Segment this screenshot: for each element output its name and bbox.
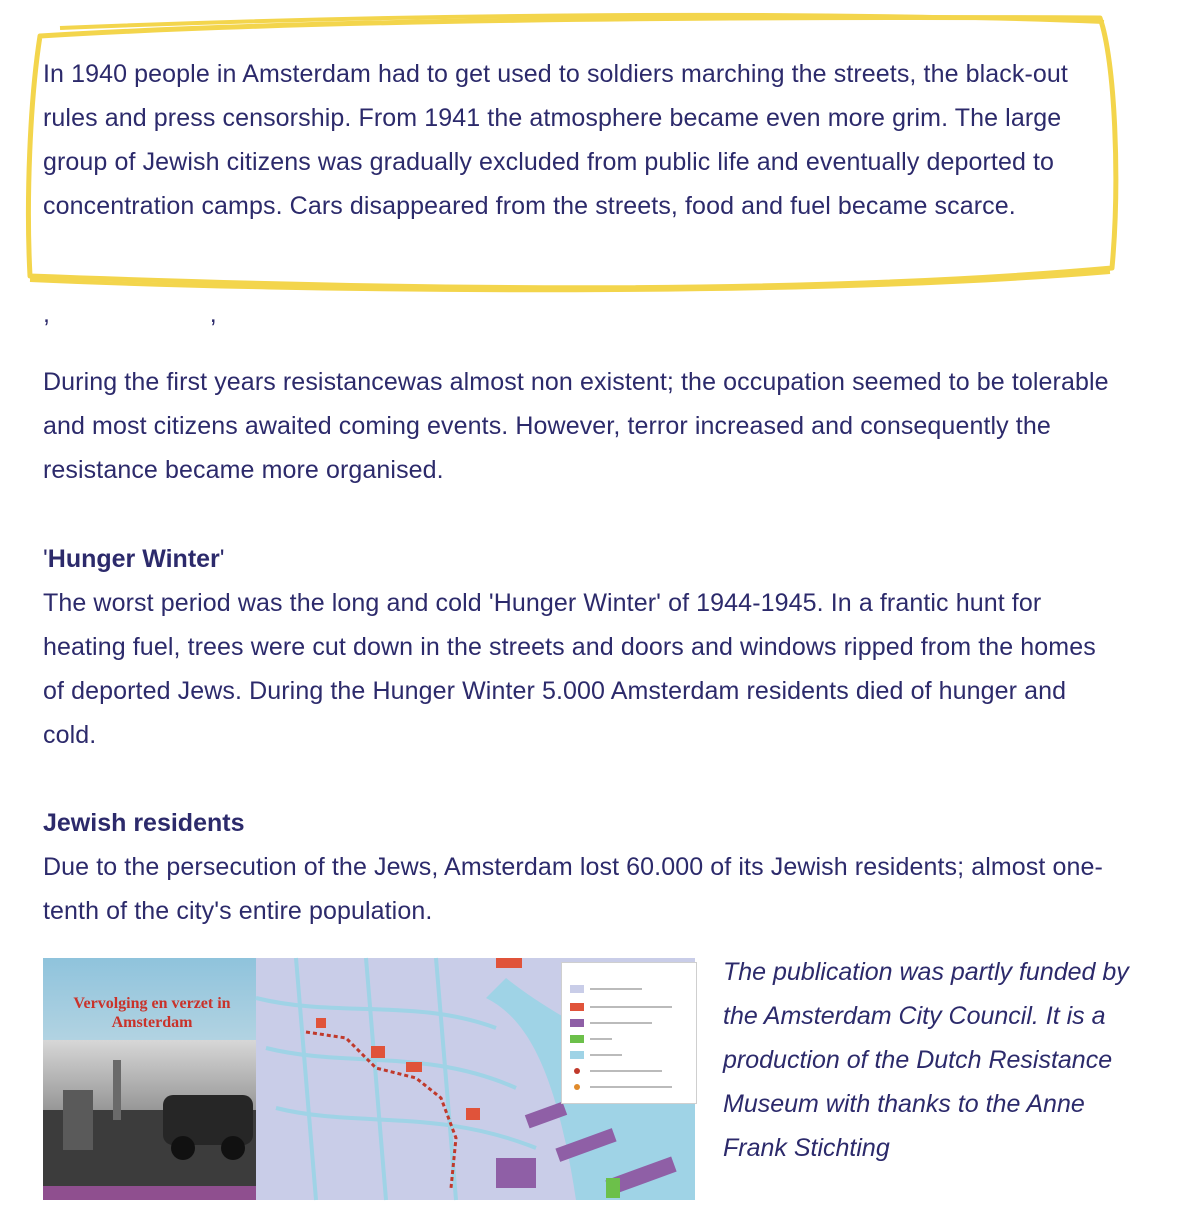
- jewish-residents-paragraph: Due to the persecution of the Jews, Amsterdam lost 60.000 of its Jewish residents; almost one-tenth of the city's entire population.: [43, 853, 1103, 925]
- book-cover-title: Vervolging en verzet in Amsterdam: [73, 995, 231, 1031]
- jewish-residents-heading: Jewish residents: [43, 809, 245, 837]
- city-map: [256, 958, 695, 1200]
- hunger-winter-heading: [43, 537, 225, 581]
- figure-caption: The publication was partly funded by the Amsterdam City Council. It is a production of the Dutch Resistance Museum with thanks to the Anne Frank Stichting: [723, 958, 1129, 1162]
- intro-paragraph: In 1940 people in Amsterdam had to get used to soldiers marching the streets, the black-out rules and press censorship. From 1941 the atmosphere became even more grim. The large group of Jewish citizens was gradually excluded from public life and eventually deported to concentration camps. Cars disappeared from the streets, food and fuel became scarce.: [43, 60, 1068, 220]
- heading-quote-open: ': [43, 545, 48, 573]
- publication-image: [43, 958, 695, 1200]
- hunger-winter-heading-text: Hunger Winter: [47, 545, 220, 573]
- heading-quote-close: ': [219, 545, 225, 573]
- hunger-winter-paragraph: The worst period was the long and cold 'Hunger Winter' of 1944-1945. In a frantic hunt for heating fuel, trees were cut down in the streets and doors and windows ripped from the homes of deported Jews. During the Hunger Winter 5.000 Amsterdam residents died of hunger and cold.: [43, 589, 1096, 749]
- resistance-paragraph: During the first years resistancewas almost non existent; the occupation seemed to be tolerable and most citizens awaited coming events. However, terror increased and consequently the resistance became more organised.: [43, 368, 1109, 484]
- cover-photo: [43, 1040, 256, 1188]
- cropped-heading-remnant: , ,: [43, 300, 217, 328]
- map-legend: [561, 962, 697, 1104]
- cover-footer-band: [43, 1186, 256, 1200]
- book-cover: [43, 958, 256, 1200]
